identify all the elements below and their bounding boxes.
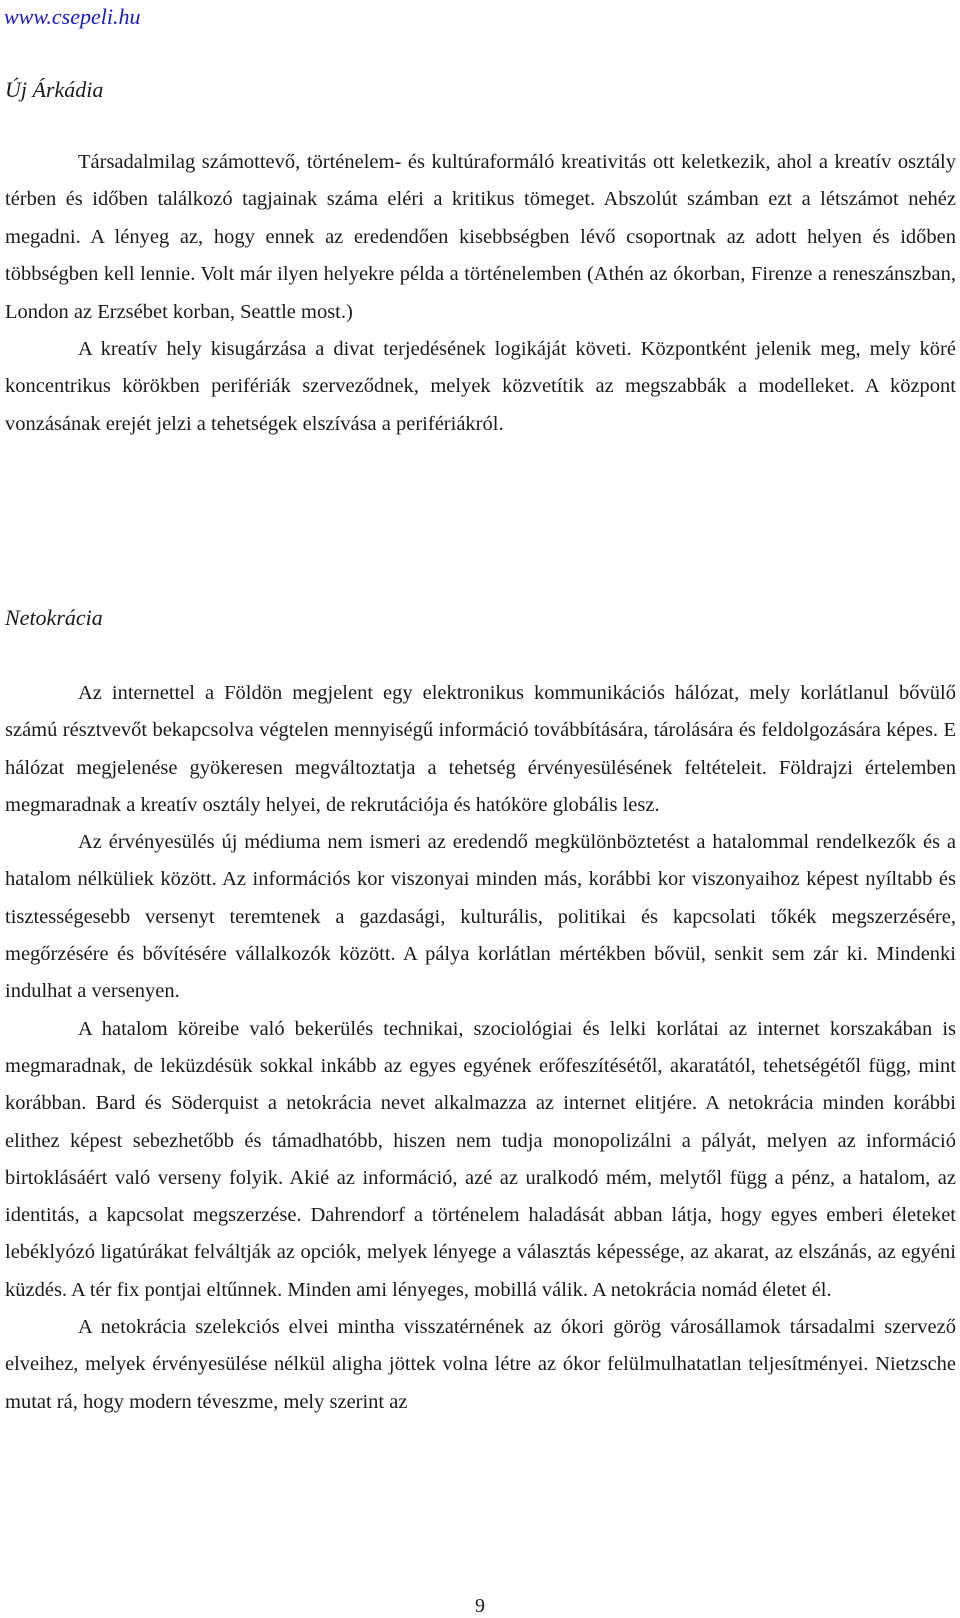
paragraph: A netokrácia szelekciós elvei mintha visszatérnének az ókori görög városállamok társadalmi szervező elveihez, melyek érvényesülése nélkül aligha jöttek volna létre az ókor felülmulhatatlan teljesítményei. Nietzsche mutat rá, hogy modern téveszme, mely szerint az [5, 1316, 956, 1413]
paragraph: A kreatív hely kisugárzása a divat terjedésének logikáját követi. Központként jelenik meg, mely köré koncentrikus körökben perifériák szerveződnek, melyek közvetítik az megszabbák a modelleket. A központ vonzásának erejét jelzi a tehetségek elszívása a perifériákról. [5, 338, 956, 435]
paragraph: A hatalom köreibe való bekerülés technikai, szociológiai és lelki korlátai az internet korszakában is megmaradnak, de leküzdésük sokkal inkább az egyes egyének erőfeszítésétől, akaratától, tehetségétől függ, mint korábban. Bard és Söderquist a netokrácia nevet alkalmazza az internet elitjére. A netokrácia minden korábbi elithez képest sebezhetőbb és támadhatóbb, hiszen nem tudja monopolizálni a pályát, melyen az információ birtoklásáért való verseny folyik. Akié az információ, azé az uralkodó mém, melytől függ a pénz, a hatalom, az identitás, a kapcsolat megszerzése. Dahrendorf a történelem haladását abban látja, hogy egyes emberi életeket lebéklyózó ligatúrákat felváltják az opciók, melyek lényege a választás képessége, az akarat, az elszánás, az egyéni küzdés. A tér fix pontjai eltűnnek. Minden ami lényeges, mobillá válik. A netokrácia nomád életet él. [5, 1017, 956, 1301]
paragraph: Társadalmilag számottevő, történelem- és kultúraformáló kreativitás ott keletkezik, ahol a kreatív osztály térben és időben találkozó tagjainak száma eléri a kritikus tömeget. Abszolút számban ezt a létszámot nehéz megadni. A lényeg az, hogy ennek az eredendően kisebbségben lévő csoportnak az adott helyen és időben többségben kell lennie. Volt már ilyen helyekre példa a történelemben (Athén az ókorban, Firenze a reneszánszban, London az Erzsébet korban, Seattle most.) [5, 151, 956, 323]
section-title-netokracia: Netokrácia [5, 605, 103, 630]
section-netokracia [5, 675, 956, 1421]
section-uj-arkadia [5, 144, 956, 443]
page-number: 9 [475, 1595, 485, 1617]
section-title-uj-arkadia: Új Árkádia [5, 77, 104, 102]
paragraph: Az érvényesülés új médiuma nem ismeri az eredendő megkülönböztetést a hatalommal rendelkezők és a hatalom nélküliek között. Az információs kor viszonyai minden más, korábbi kor viszonyaihoz képest nyíltabb és tisztességesebb versenyt teremtenek a gazdasági, kulturális, politikai és kapcsolati tőkék megszerzésére, megőrzésére és bővítésére vállalkozók között. A pálya korlátlan mértékben bővül, senkit sem zár ki. Mindenki indulhat a versenyen. [5, 831, 956, 1003]
paragraph: Az internettel a Földön megjelent egy elektronikus kommunikációs hálózat, mely korlátlanul bővülő számú résztvevőt bekapcsolva végtelen mennyiségű információ továbbítására, tárolására és feldolgozására képes. E hálózat megjelenése gyökeresen megváltoztatja a tehetség érvényesülésének feltételeit. Földrajzi értelemben megmaradnak a kreatív osztály helyei, de rekrutációja és hatóköre globális lesz. [5, 682, 956, 816]
site-link[interactable]: www.csepeli.hu [4, 4, 141, 29]
